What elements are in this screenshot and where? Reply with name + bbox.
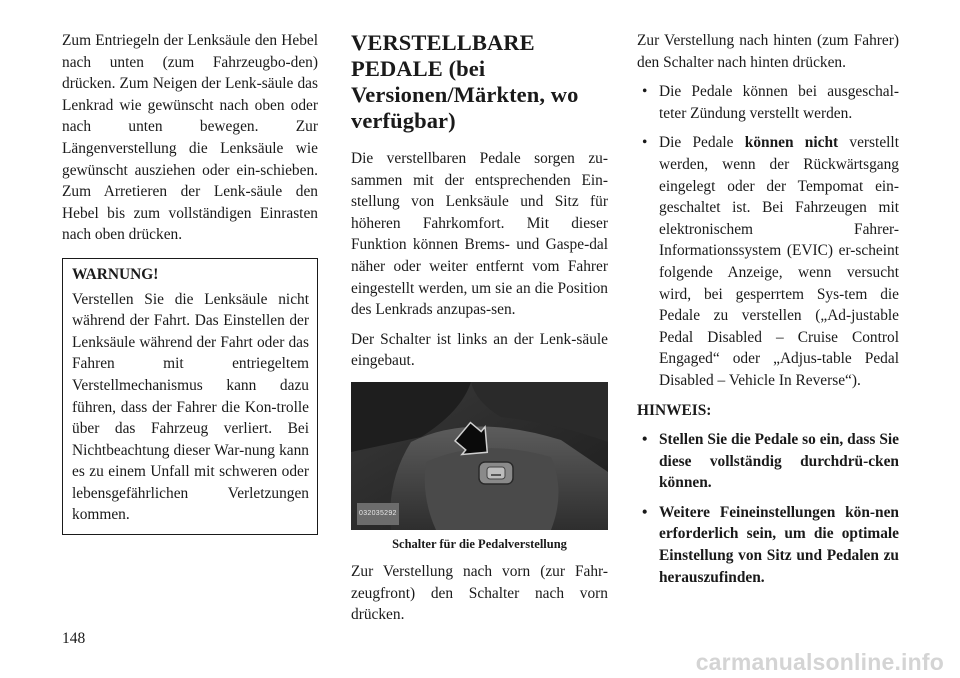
bullet-glyph: • <box>642 431 648 449</box>
column-left <box>62 30 318 535</box>
bullet-text: Die Pedale können bei ausgeschal-teter Zündung verstellt werden. <box>659 83 899 122</box>
list-item <box>637 502 899 588</box>
warning-box <box>62 258 318 535</box>
warning-text: Verstellen Sie die Lenksäule nicht während der Fahrt. Das Einstellen der Lenksäule während der Fahrt oder das Fahren mit entriegeltem Verstellmechanismus kann dazu führen, dass der Fahrer die Kon-trolle über das Fahrzeug verliert. Bei Nichtbeachtung dieser War-nung kann es zu einem Unfall mit schweren oder lebensgefährlichen Verletzungen kommen. <box>72 290 309 524</box>
list-item <box>637 132 899 391</box>
forward-adjust-text: Zur Verstellung nach vorn (zur Fahr-zeugfront) den Schalter nach vorn drücken. <box>351 562 608 624</box>
note-title: HINWEIS: <box>637 401 712 419</box>
rearward-adjust-text: Zur Verstellung nach hinten (zum Fahrer) den Schalter nach hinten drücken. <box>637 32 899 71</box>
bullet-text-bold: können nicht <box>744 134 839 152</box>
pedal-description: Die verstellbaren Pedale sorgen zu-sammen mit der entsprechenden Ein-stellung von Lenksäule und Sitz für höheren Fahrkomfort. Mit dieser Funktion können Brems- und Gaspe-dal näher oder weiter entfernt vom Fahrer eingestellt werden, um sie an die Position des Lenkrads anzupas-sen. <box>351 150 608 319</box>
bullet-text-pre: Die Pedale <box>659 134 745 152</box>
list-item <box>637 81 899 124</box>
figure-caption: Schalter für die Pedalverstellung <box>392 536 567 551</box>
watermark: carmanualsonline.info <box>695 649 944 675</box>
warning-title: WARNUNG! <box>72 265 159 283</box>
section-heading: VERSTELLBARE PEDALE (bei Versionen/Märkten, wo verfügbar) <box>351 30 579 133</box>
list-item <box>637 429 899 494</box>
note-text: Weitere Feineinstellungen kön-nen erforderlich sein, um die optimale Einstellung von Sitz und Pedalen zu herauszufinden. <box>659 503 899 586</box>
pedal-switch-photo <box>351 382 608 530</box>
bullet-glyph: • <box>642 134 648 152</box>
bullet-glyph: • <box>642 503 648 521</box>
note-bullet-list <box>637 429 899 588</box>
note-text: Stellen Sie die Pedale so ein, dass Sie diese vollständig durchdrü-cken können. <box>659 431 899 492</box>
column-middle <box>351 30 608 634</box>
page-number: 148 <box>62 630 86 647</box>
bullet-text-post: verstellt werden, wenn der Rückwärtsgang eingelegt oder der Tempomat ein-geschaltet ist. Bei Fahrzeugen mit elektronischem Fahrer-Informationssystem (EVIC) er-scheint folgende Anzeige, wenn versucht wird, bei gesperrtem Sys-tem die Pedale zu verstellen („Ad-justable Pedal Disabled – Cruise Control Engaged“ oder „Adjus-table Pedal Disabled – Vehicle In Reverse“). <box>659 134 899 389</box>
switch-location: Der Schalter ist links an der Lenk-säule eingebaut. <box>351 330 608 370</box>
bullet-glyph: • <box>642 83 648 101</box>
figure-code: 032035292 <box>357 503 399 525</box>
pedal-bullet-list <box>637 81 899 391</box>
steering-column-instructions: Zum Entriegeln der Lenksäule den Hebel nach unten (zum Fahrzeugbo-den) drücken. Zum Neigen der Lenk-säule das Lenkrad wie gewünscht nach oben oder nach unten bewegen. Zur Längenverstellung die Lenksäule wie gewünscht ausziehen oder ein-schieben. Zum Arretieren der Lenk-säule den Hebel bis zum vollständigen Einrasten nach oben drücken. <box>62 32 318 244</box>
column-right <box>637 30 899 596</box>
